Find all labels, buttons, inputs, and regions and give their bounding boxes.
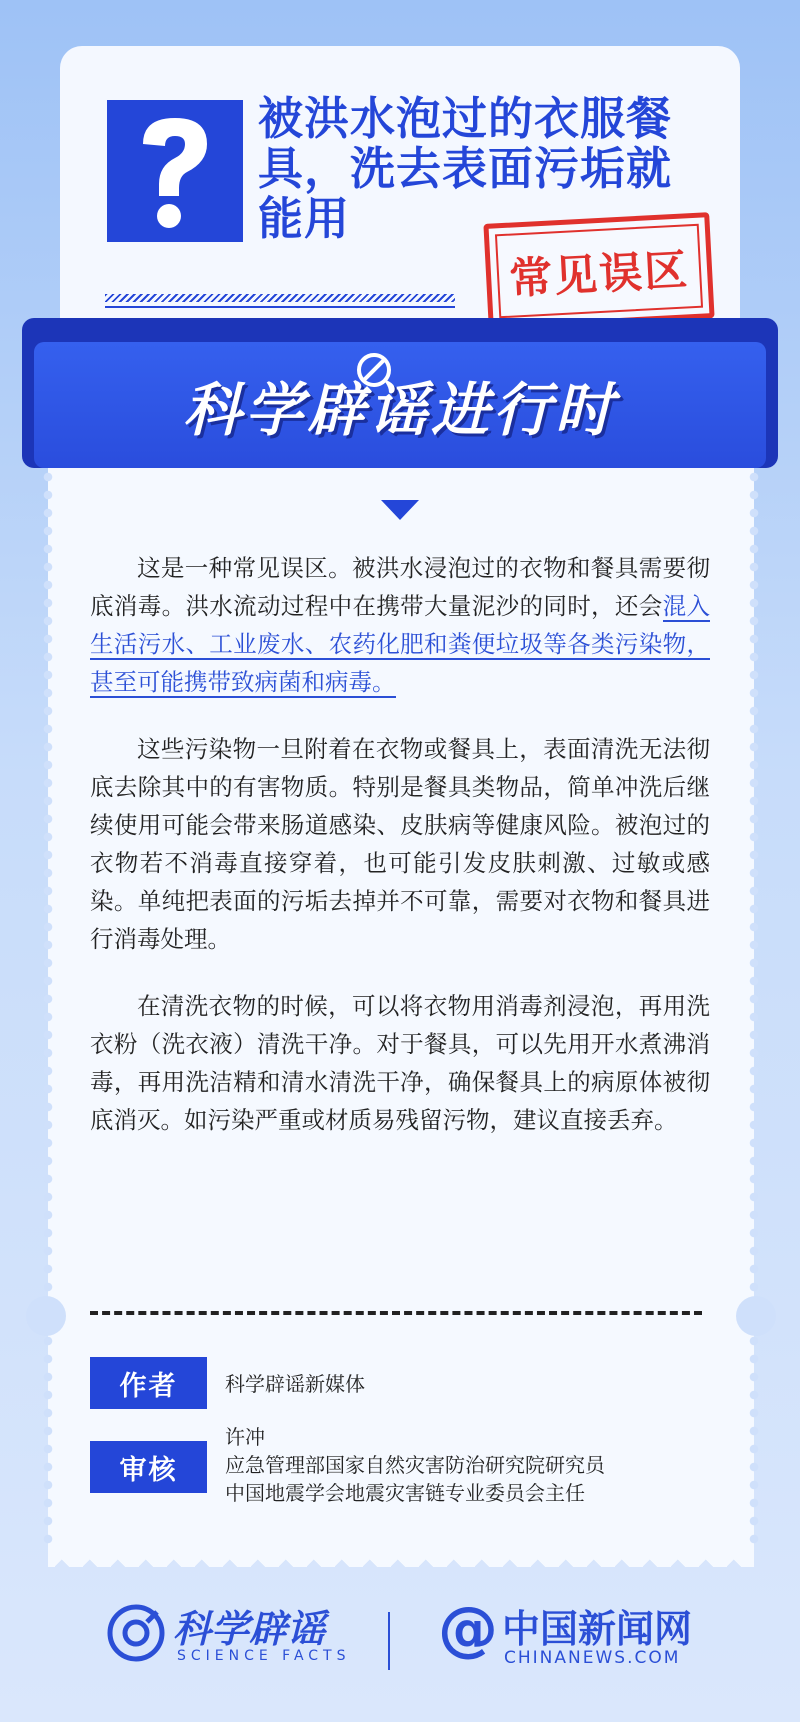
paragraph-3: 在清洗衣物的时候，可以将衣物用消毒剂浸泡，再用洗衣粉（洗衣液）清洗干净。对于餐具，可以先用开水煮沸消毒，再用洗洁精和清水清洗干净，确保餐具上的病原体被彻底消灭。如污染严重或材质易残留污物，建议直接丢弃。 (90, 992, 710, 1134)
paragraph-2: 这些污染物一旦附着在衣物或餐具上，表面清洗无法彻底去除其中的有害物质。特别是餐具类物品，简单冲洗后继续使用可能会带来肠道感染、皮肤病等健康风险。被泡过的衣物若不消毒直接穿着，也可能引发皮肤刺激、过敏或感染。单纯把表面的污垢去掉并不可靠，需要对衣物和餐具进行消毒处理。 (90, 735, 710, 953)
reviewer-title-1: 应急管理部国家自然灾害防治研究院研究员 (225, 1453, 605, 1477)
pointer-triangle-icon (381, 500, 419, 520)
paragraph-1-text: 这是一种常见误区。被洪水浸泡过的衣物和餐具需要彻底消毒。洪水流动过程中在携带大量泥沙的同时，还会 (90, 554, 710, 620)
chinanews-cn: 中国新闻网 (502, 1607, 693, 1651)
banner-title: 科学辟谣进行时 (182, 376, 617, 444)
question-title: 被洪水泡过的衣服餐具，洗去表面污垢就能用 (258, 92, 673, 245)
card-perforation-left (43, 468, 53, 1548)
card-perforation-right (749, 468, 759, 1548)
author-label: 作者 (90, 1357, 207, 1409)
card-zigzag-edge (48, 1552, 754, 1567)
paragraph-1 (90, 549, 710, 701)
science-facts-icon (105, 1602, 167, 1664)
card-notch-right (736, 1296, 776, 1336)
question-mark-icon (107, 100, 243, 242)
science-facts-cn: 科学辟谣 (173, 1607, 326, 1651)
reviewer-name: 许冲 (225, 1425, 265, 1449)
chinanews-en: CHINANEWS.COM (504, 1648, 681, 1668)
footer-separator (388, 1612, 390, 1670)
dashed-divider (90, 1311, 702, 1315)
at-sign-icon: @ (438, 1594, 498, 1664)
review-label: 审核 (90, 1441, 207, 1493)
title-banner (34, 342, 766, 468)
no-rumor-icon (354, 350, 394, 390)
reviewer-info (225, 1423, 605, 1507)
myth-stamp: 常见误区 (483, 212, 714, 330)
title-underline (105, 294, 455, 302)
science-facts-en: SCIENCE FACTS (177, 1648, 351, 1664)
article-body (90, 549, 710, 1168)
reviewer-title-2: 中国地震学会地震灾害链专业委员会主任 (225, 1481, 585, 1505)
title-underline-line (105, 306, 455, 308)
paragraph-1-highlight: 混入生活污水、工业废水、农药化肥和粪便垃圾等各类污染物，甚至可能携带致病菌和病毒。 (90, 592, 711, 696)
author-value: 科学辟谣新媒体 (225, 1372, 365, 1396)
card-notch-left (26, 1296, 66, 1336)
